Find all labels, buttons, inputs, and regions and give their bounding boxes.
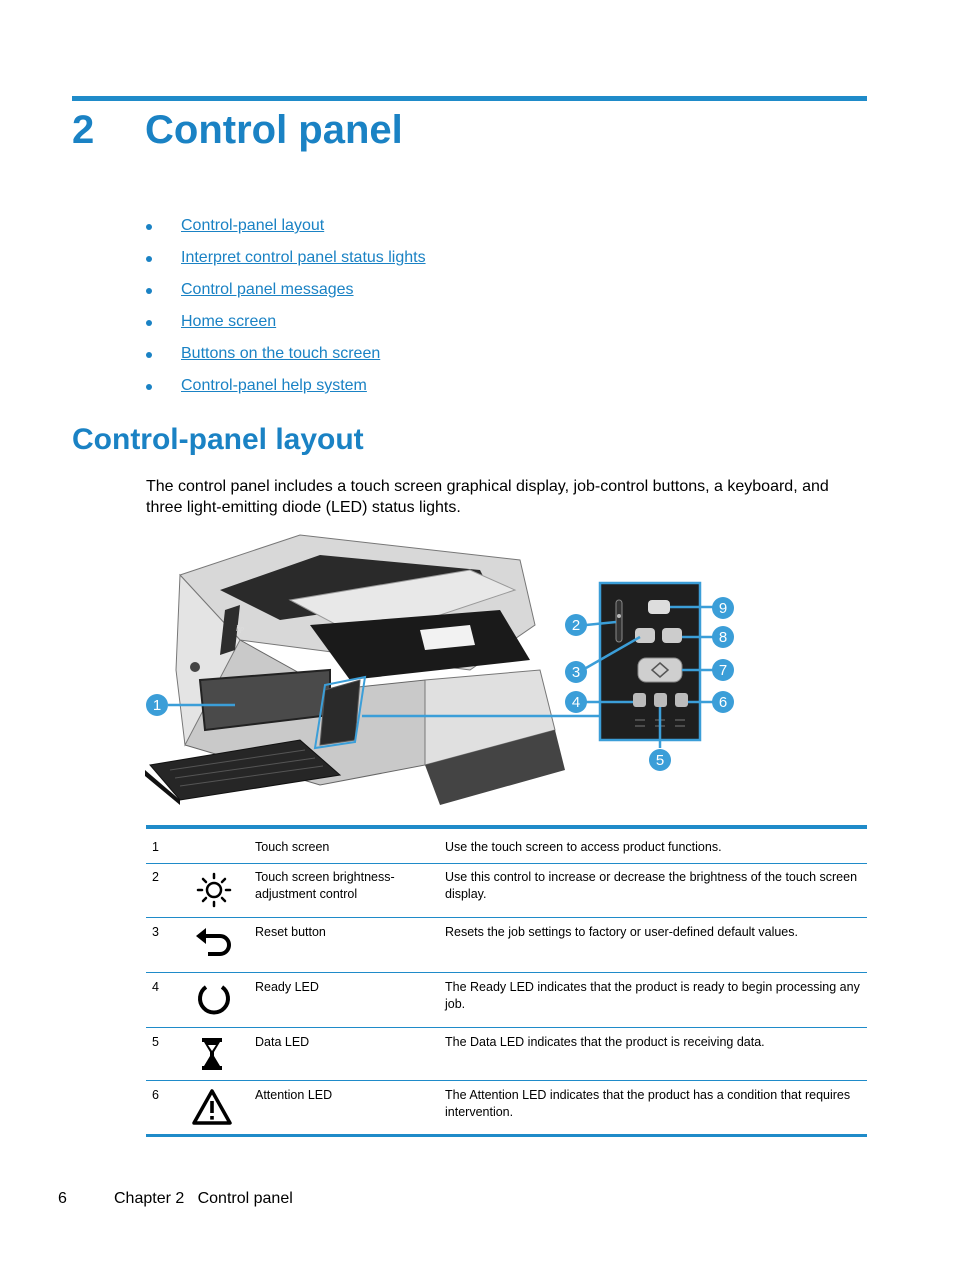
svg-text:3: 3 [571,664,581,681]
svg-text:9: 9 [718,600,728,617]
row-description: Use the touch screen to access product functions. [445,827,867,863]
bullet-icon [146,320,152,326]
hourglass-icon [192,1034,236,1074]
svg-text:7: 7 [718,662,728,679]
toc-link-help-system[interactable]: Control-panel help system [181,377,367,394]
svg-text:8: 8 [718,629,728,646]
svg-text:2: 2 [571,617,581,634]
callout-8 [712,626,734,648]
row-name: Touch screen brightness-adjustment control [255,863,445,917]
brand-logo-text: hp [236,624,244,633]
row-name: Attention LED [255,1087,333,1102]
row-name: Data LED [255,1027,445,1080]
table-row [146,827,867,863]
row-number: 6 [152,1087,159,1102]
panel-detail [586,583,714,748]
row-description: The Ready LED indicates that the product is ready to begin processing any job. [445,972,867,1027]
toc-item [146,340,426,372]
callout-7 [712,659,734,681]
row-number: 5 [146,1027,192,1080]
callout-1 [146,694,168,716]
bullet-icon [146,288,152,294]
footer-chapter-text: Chapter 2 Control panel [114,1190,293,1207]
warning-triangle-icon [192,1087,236,1127]
row-icon-cell [192,1080,255,1135]
bullet-icon [146,384,152,390]
toc-item [146,308,426,340]
table-row [146,917,867,972]
callout-9 [712,597,734,619]
toc-link-layout[interactable]: Control-panel layout [181,217,325,234]
toc-item [146,276,426,308]
chapter-toc [146,212,426,404]
bullet-icon [146,256,152,262]
callout-5 [649,749,671,771]
chapter-title: Control panel [145,108,403,152]
row-number: 4 [146,972,192,1027]
reset-arrow-icon [192,924,236,964]
callout-3 [565,661,587,683]
row-number: 2 [146,863,192,917]
row-description: Use this control to increase or decrease the brightness of the touch screen display. [445,863,867,917]
toc-item [146,372,426,404]
page-footer [58,1188,293,1210]
row-description: The Data LED indicates that the product is receiving data. [445,1027,867,1080]
row-icon-cell [192,917,255,972]
svg-text:1: 1 [152,697,162,714]
page-number: 6 [58,1190,67,1207]
row-description: Resets the job settings to factory or user-defined default values. [445,917,867,972]
row-icon-cell [192,863,255,917]
callout-2 [565,614,587,636]
table-row [146,972,867,1027]
row-number: 1 [146,827,192,863]
ready-ring-icon [192,979,236,1019]
toc-item [146,244,426,276]
callout-4 [565,691,587,713]
svg-text:6: 6 [718,694,728,711]
toc-link-touch-buttons[interactable]: Buttons on the touch screen [181,345,381,362]
svg-text:4: 4 [571,694,581,711]
callout-6 [712,691,734,713]
section-heading: Control-panel layout [72,423,364,456]
toc-link-home-screen[interactable]: Home screen [181,313,277,330]
row-number: 3 [146,917,192,972]
control-panel-figure [140,530,740,820]
row-name: Ready LED [255,972,445,1027]
section-intro: The control panel includes a touch screen graphical display, job-control buttons, a keyboard, and three light-emitting diode (LED) status lights. [146,478,829,516]
row-name: Reset button [255,917,445,972]
toc-link-status-lights[interactable]: Interpret control panel status lights [181,249,426,266]
row-icon-cell [192,1027,255,1080]
table-row [146,1027,867,1080]
chapter-number: 2 [72,108,95,152]
row-name: Touch screen [255,827,445,863]
row-icon-cell [192,972,255,1027]
control-panel-parts-table [146,825,867,1137]
table-row [146,863,867,917]
toc-link-messages[interactable]: Control panel messages [181,281,354,298]
table-row [146,1080,867,1135]
bullet-icon [146,352,152,358]
brightness-icon [192,870,236,910]
chapter-heading [72,104,403,156]
svg-text:5: 5 [655,752,665,769]
bullet-icon [146,224,152,230]
chapter-top-rule [72,96,867,101]
row-description: The Attention LED indicates that the product has a condition that requires intervention. [445,1087,851,1119]
row-icon-cell [192,827,255,863]
scanner-illustration [145,535,565,805]
toc-item [146,212,426,244]
